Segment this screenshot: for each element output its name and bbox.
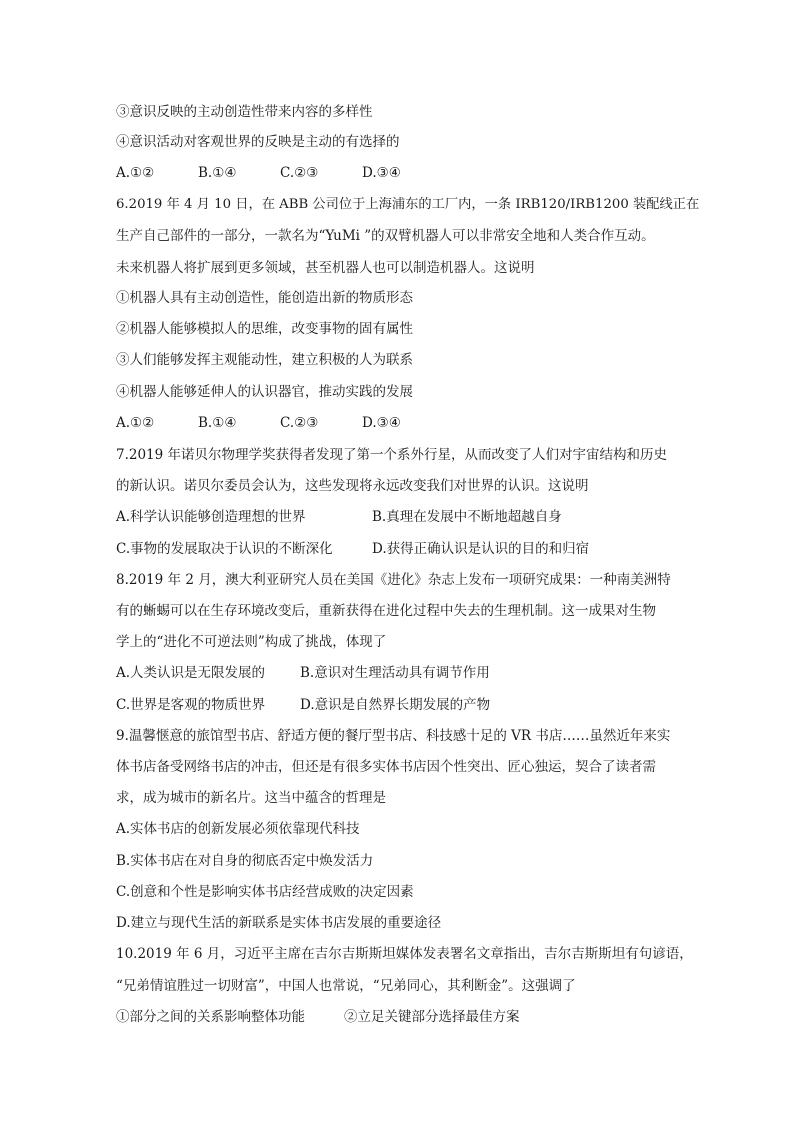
- q8-option-d: D.意识是自然界长期发展的产物: [300, 697, 491, 713]
- q5-option-d: D.③④: [362, 165, 401, 181]
- q9-stem-line-3: 求，成为城市的新名片。这当中蕴含的哲理是: [116, 790, 386, 806]
- q10-stem-line-2: “兄弟情谊胜过一切财富”，中国人也常说，“兄弟同心，其利断金”。这强调了: [116, 978, 576, 994]
- q8-stem-line-2: 有的蜥蜴可以在生存环境改变后，重新获得在进化过程中失去的生理机制。这一成果对生物: [116, 603, 656, 619]
- q7-option-a: A.科学认识能够创造理想的世界: [116, 509, 306, 525]
- q7-stem-line-2: 的新认识。诺贝尔委员会认为，这些发现将永远改变我们对世界的认识。这说明: [116, 478, 589, 494]
- q6-option-c: C.②③: [280, 415, 319, 431]
- q10-statement-1: ①部分之间的关系影响整体功能: [116, 1009, 305, 1025]
- q10-stem-line-1: 10.2019 年 6 月，习近平主席在吉尔吉斯斯坦媒体发表署名文章指出，吉尔吉斯斯坦有句谚语，: [116, 946, 693, 962]
- q6-statement-1: ①机器人具有主动创造性，能创造出新的物质形态: [116, 290, 413, 306]
- q8-option-a: A.人类认识是无限发展的: [116, 665, 266, 681]
- q5-option-a: A.①②: [116, 165, 155, 181]
- q8-option-b: B.意识对生理活动具有调节作用: [300, 665, 490, 681]
- q5-statement-3: ③意识反映的主动创造性带来内容的多样性: [116, 104, 373, 120]
- q6-stem-line-1: 6.2019 年 4 月 10 日，在 ABB 公司位于上海浦东的工厂内，一条 IRB120/IRB1200 装配线正在: [116, 197, 700, 212]
- q9-option-c: C.创意和个性是影响实体书店经营成败的决定因素: [116, 884, 414, 900]
- q9-option-b: B.实体书店在对自身的彻底否定中焕发活力: [116, 853, 374, 869]
- q8-option-c: C.世界是客观的物质世界: [116, 697, 266, 713]
- q5-option-b: B.①④: [198, 165, 237, 181]
- q6-statement-3: ③人们能够发挥主观能动性，建立积极的人为联系: [116, 352, 413, 368]
- q9-stem-line-1: 9.温馨惬意的旅馆型书店、舒适方便的餐厅型书店、科技感十足的 VR 书店……虽然近年来实: [116, 728, 671, 744]
- q6-option-b: B.①④: [198, 415, 237, 431]
- q6-stem-line-2: 生产自己部件的一部分，一款名为“YuMi ”的双臂机器人可以非常安全地和人类合作互动。: [116, 228, 655, 244]
- q5-option-c: C.②③: [280, 165, 319, 181]
- q9-stem-line-2: 体书店备受网络书店的冲击，但还是有很多实体书店因个性突出、匠心独运，契合了读者需: [116, 759, 656, 775]
- q10-statement-2: ②立足关键部分选择最佳方案: [344, 1009, 520, 1025]
- q6-statement-2: ②机器人能够模拟人的思维，改变事物的固有属性: [116, 321, 413, 337]
- q6-option-d: D.③④: [362, 415, 401, 431]
- q6-statement-4: ④机器人能够延伸人的认识器官，推动实践的发展: [116, 384, 413, 400]
- q7-option-c: C.事物的发展取决于认识的不断深化: [116, 541, 333, 557]
- q8-stem-line-3: 学上的“进化不可逆法则”构成了挑战，体现了: [116, 634, 387, 650]
- q7-stem-line-1: 7.2019 年诺贝尔物理学奖获得者发现了第一个系外行星，从而改变了人们对宇宙结构和历史: [116, 447, 668, 463]
- q7-option-b: B.真理在发展中不断地超越自身: [372, 509, 562, 525]
- q9-option-a: A.实体书店的创新发展必须依靠现代科技: [116, 821, 360, 837]
- q7-option-d: D.获得正确认识是认识的目的和归宿: [372, 541, 590, 557]
- q8-stem-line-1: 8.2019 年 2 月，澳大利亚研究人员在美国《进化》杂志上发布一项研究成果：一种南美洲特: [116, 572, 671, 588]
- q6-stem-line-3: 未来机器人将扩展到更多领域，甚至机器人也可以制造机器人。这说明: [116, 260, 535, 276]
- q5-statement-4: ④意识活动对客观世界的反映是主动的有选择的: [116, 134, 400, 150]
- q6-option-a: A.①②: [116, 415, 155, 431]
- q9-option-d: D.建立与现代生活的新联系是实体书店发展的重要途径: [116, 915, 442, 931]
